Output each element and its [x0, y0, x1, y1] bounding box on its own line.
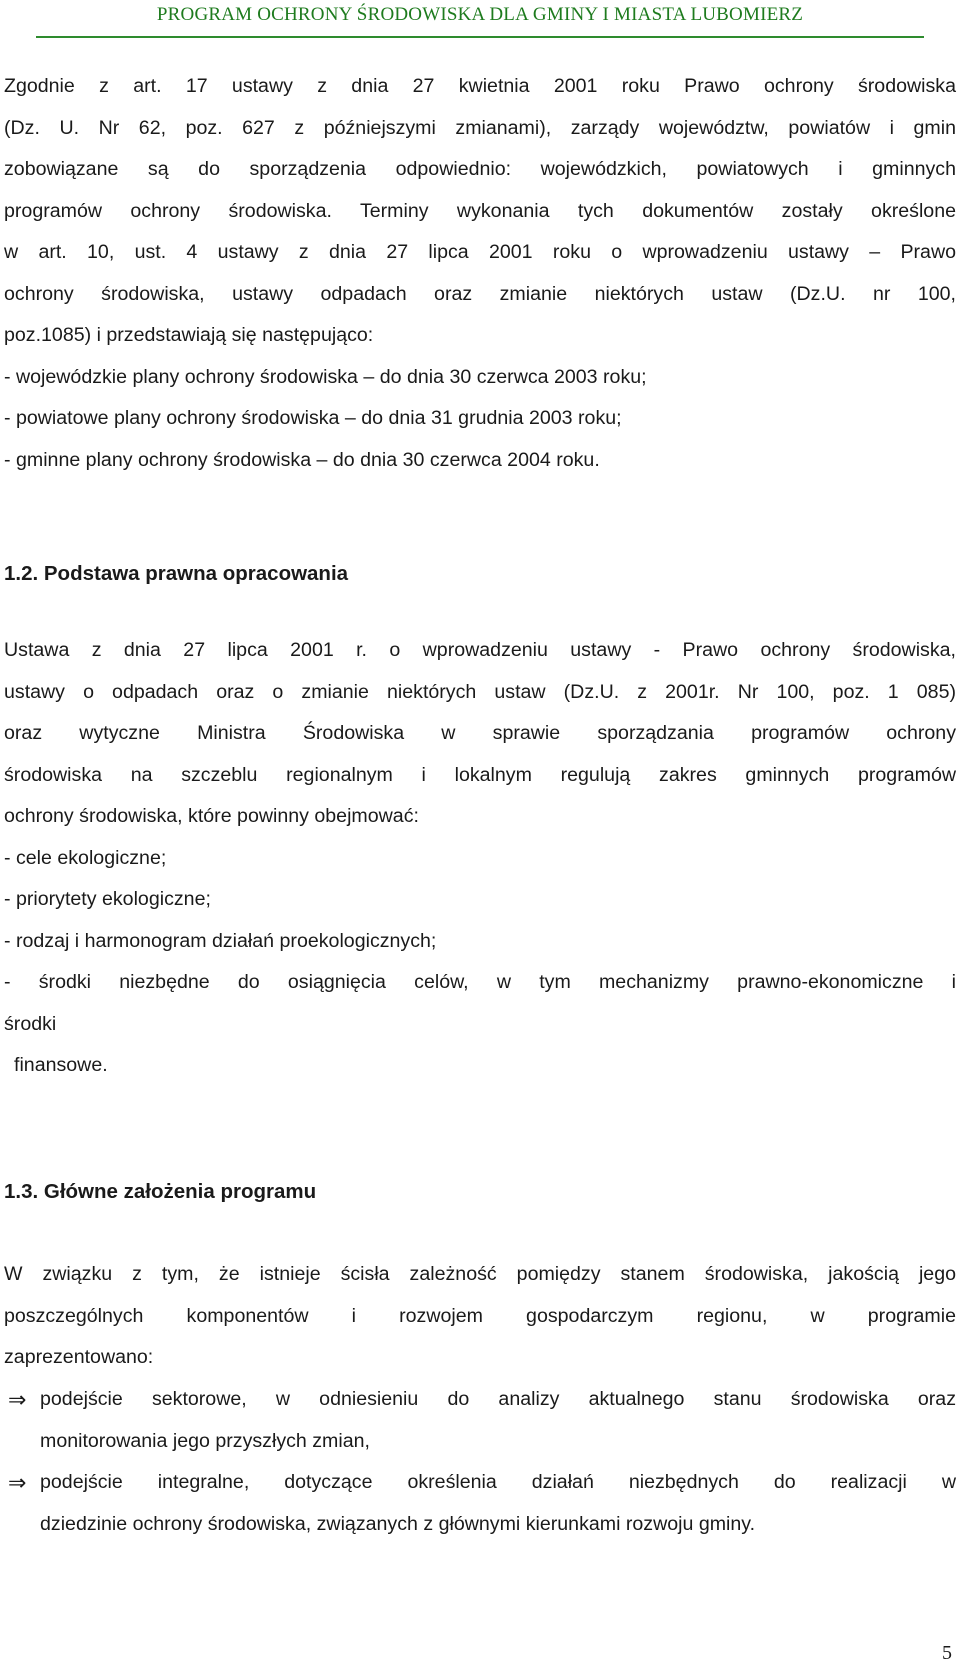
text-line: w art. 10, ust. 4 ustawy z dnia 27 lipca 2001 roku o wprowadzeniu ustawy – Prawo [4, 241, 956, 263]
text-line: ochrony środowiska, ustawy odpadach oraz zmianie niektórych ustaw (Dz.U. nr 100, [4, 282, 956, 305]
deadline-item: - wojewódzkie plany ochrony środowiska – do dnia 30 czerwca 2003 roku; [4, 365, 647, 388]
text-line: oraz wytyczne Ministra Środowiska w sprawie sporządzania programów ochrony [4, 722, 956, 744]
text-line: (Dz. U. Nr 62, poz. 627 z późniejszymi zmianami), zarządy województw, powiatów i gmin [4, 116, 956, 139]
section-1-2-body [4, 630, 956, 1087]
text-line: W związku z tym, że istnieje ścisła zależność pomiędzy stanem środowiska, jakością jego [4, 1263, 956, 1285]
list-item: - priorytety ekologiczne; [4, 888, 211, 910]
text-line: zaprezentowano: [4, 1346, 154, 1368]
header-title: PROGRAM OCHRONY ŚRODOWISKA DLA GMINY I MIASTA LUBOMIERZ [156, 4, 804, 25]
list-item-continuation: finansowe. [14, 1054, 108, 1076]
bullet-item [4, 1462, 956, 1545]
page-number: 5 [942, 1642, 952, 1664]
list-item-continuation: środki [4, 1012, 57, 1035]
text-line: programów ochrony środowiska. Terminy wykonania tych dokumentów zostały określone [4, 199, 956, 222]
section-1-3-body [4, 1254, 956, 1379]
section-heading-1-2: 1.2. Podstawa prawna opracowania [4, 562, 349, 585]
list-item: - rodzaj i harmonogram działań proekologicznych; [4, 929, 437, 952]
page-header [36, 0, 924, 38]
bullet-text: monitorowania jego przyszłych zmian, [40, 1429, 370, 1452]
bullet-text: podejście integralne, dotyczące określenia działań niezbędnych do realizacji w [40, 1471, 956, 1493]
section-heading-1-3: 1.3. Główne założenia programu [4, 1180, 317, 1203]
deadline-item: - gminne plany ochrony środowiska – do dnia 30 czerwca 2004 roku. [4, 448, 600, 471]
bullet-text: dziedzinie ochrony środowiska, związanych z głównymi kierunkami rozwoju gminy. [40, 1512, 756, 1535]
text-line: Ustawa z dnia 27 lipca 2001 r. o wprowadzeniu ustawy - Prawo ochrony środowiska, [4, 639, 956, 661]
text-line: zobowiązane są do sporządzenia odpowiednio: wojewódzkich, powiatowych i gminnych [4, 158, 956, 180]
deadline-item: - powiatowe plany ochrony środowiska – do dnia 31 grudnia 2003 roku; [4, 407, 622, 429]
list-item: - środki niezbędne do osiągnięcia celów, w tym mechanizmy prawno-ekonomiczne i [4, 971, 956, 993]
text-line: środowiska na szczeblu regionalnym i lokalnym regulują zakres gminnych programów [4, 763, 956, 786]
text-line: Zgodnie z art. 17 ustawy z dnia 27 kwietnia 2001 roku Prawo ochrony środowiska [4, 75, 956, 97]
double-arrow-icon: ⇒ [8, 1470, 27, 1495]
text-line: poz.1085) i przedstawiają się następująco: [4, 324, 374, 346]
list-item: - cele ekologiczne; [4, 846, 167, 869]
bullet-item [4, 1379, 956, 1462]
text-line: poszczególnych komponentów i rozwojem gospodarczym regionu, w programie [4, 1304, 956, 1327]
bullet-text: podejście sektorowe, w odniesieniu do analizy aktualnego stanu środowiska oraz [40, 1388, 956, 1410]
intro-paragraph [4, 66, 956, 481]
text-line: ochrony środowiska, które powinny obejmować: [4, 805, 419, 827]
text-line: ustawy o odpadach oraz o zmianie niektórych ustaw (Dz.U. z 2001r. Nr 100, poz. 1 085) [4, 680, 956, 703]
double-arrow-icon: ⇒ [8, 1387, 27, 1412]
